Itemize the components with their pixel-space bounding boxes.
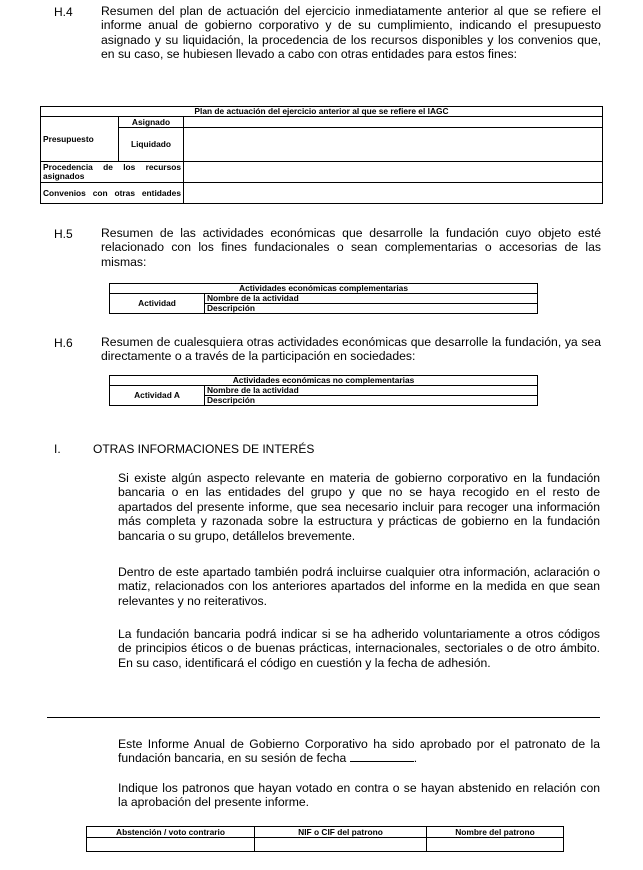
abstencion-header: Abstención / voto contrario (87, 827, 255, 838)
section-i-paragraph-1: Si existe algún aspecto relevante en materia de gobierno corporativo en la fundación bancaria o en las entidades del grupo y que no se haya recogido en el resto de apartados del presente informe, que sea necesario incluir para recoger una información más completa y razonada sobre la estructura y prácticas de gobierno en la fundación bancaria o su grupo, detállelos brevemente. (118, 471, 600, 543)
fecha-blank-line (350, 752, 414, 762)
section-number-h6: H.6 (54, 336, 73, 350)
section-number-h4: H.4 (54, 5, 73, 19)
section-i-paragraph-2: Dentro de este apartado también podrá incluirse cualquier otra información, aclaración o matiz, relacionados con los anteriores apartados del informe en la medida en que sean relevantes y no reiterativos. (118, 565, 600, 608)
convenios-label: Convenios con otras entidades (41, 183, 184, 204)
approval-text: Este Informe Anual de Gobierno Corporativo ha sido aprobado por el patronato de la fundación bancaria, en su sesión de fecha (118, 737, 600, 766)
approval-statement (118, 737, 600, 766)
nif-header: NIF o CIF del patrono (255, 827, 427, 838)
plan-actuacion-table (40, 106, 603, 204)
nombre-patrono-header: Nombre del patrono (427, 827, 564, 838)
section-number-i: I. (54, 442, 61, 456)
procedencia-cell (184, 162, 603, 183)
actividades-no-complementarias-table (109, 375, 538, 406)
liquidado-label: Liquidado (119, 128, 184, 162)
nombre-patrono-cell (427, 838, 564, 852)
convenios-cell (184, 183, 603, 204)
no-complementarias-header: Actividades económicas no complementarias (110, 376, 538, 386)
section-text-h5: Resumen de las actividades económicas que desarrolle la fundación cuyo objeto esté relacionado con los fines fundacionales o sean complementarias o accesorias de las mismas: (101, 226, 601, 269)
abstencion-cell (87, 838, 255, 852)
actividades-complementarias-table (109, 283, 538, 314)
descripcion-label: Descripción (205, 396, 538, 406)
liquidado-cell (184, 128, 603, 162)
nif-cell (255, 838, 427, 852)
patronos-table (86, 826, 564, 852)
plan-table-header: Plan de actuación del ejercicio anterior al que se refiere el IAGC (41, 107, 603, 117)
patronos-instruction: Indique los patronos que hayan votado en contra o se hayan abstenido en relación con la aprobación del presente informe. (118, 781, 600, 810)
asignado-label: Asignado (119, 117, 184, 128)
complementarias-header: Actividades económicas complementarias (110, 284, 538, 294)
nombre-actividad-label: Nombre de la actividad (205, 386, 538, 396)
approval-text-end: . (413, 751, 418, 766)
presupuesto-label: Presupuesto (41, 117, 119, 162)
section-i-paragraph-3: La fundación bancaria podrá indicar si se ha adherido voluntariamente a otros códigos de principios éticos o de buenas prácticas, internacionales, sectoriales o de otro ámbito. En su caso, identificará el código en cuestión y la fecha de adhesión. (118, 627, 600, 670)
actividad-a-label: Actividad A (110, 386, 205, 406)
horizontal-divider (47, 717, 600, 718)
section-text-h4: Resumen del plan de actuación del ejercicio inmediatamente anterior al que se refiere el informe anual de gobierno corporativo y de su cumplimiento, indicando el presupuesto asignado y su liquidación, la procedencia de los recursos disponibles y los convenios que, en su caso, se hubiesen llevado a cabo con otras entidades para estos fines: (101, 4, 601, 62)
section-number-h5: H.5 (54, 227, 73, 241)
actividad-label: Actividad (110, 294, 205, 314)
section-text-h6: Resumen de cualesquiera otras actividades económicas que desarrolle la fundación, ya sea directamente o a través de la participación en sociedades: (101, 335, 601, 364)
section-title-i: OTRAS INFORMACIONES DE INTERÉS (93, 442, 315, 456)
asignado-cell (184, 117, 603, 128)
procedencia-label: Procedencia de los recursos asignados (41, 162, 184, 183)
descripcion-label: Descripción (205, 304, 538, 314)
nombre-actividad-label: Nombre de la actividad (205, 294, 538, 304)
